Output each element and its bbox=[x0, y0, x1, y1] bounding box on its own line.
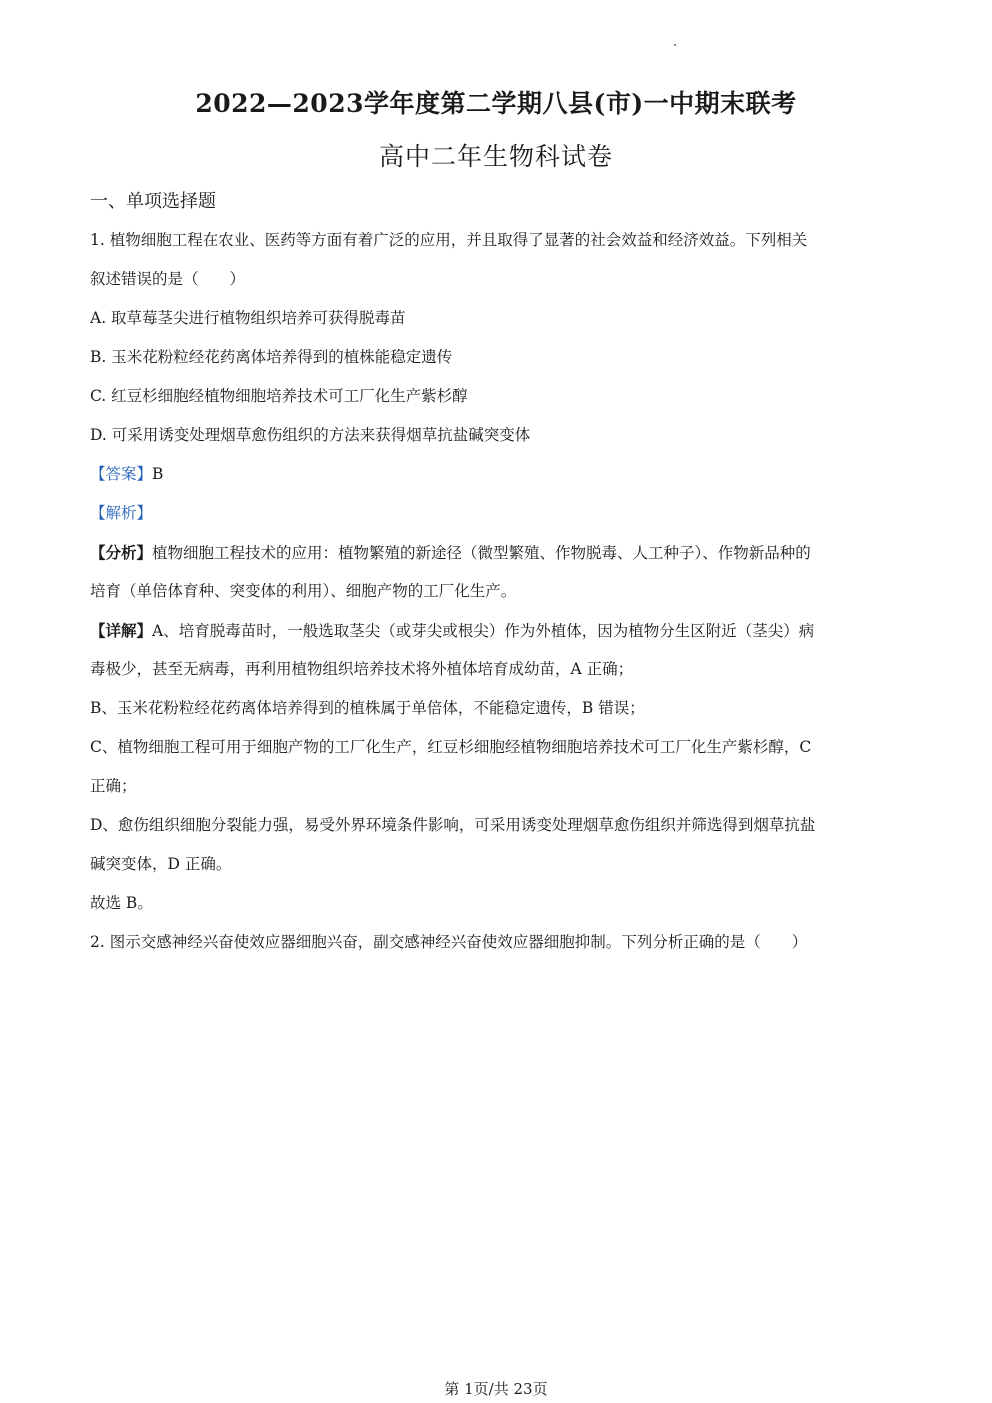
q1-option-d: D. 可采用诱变处理烟草愈伤组织的方法来获得烟草抗盐碱突变体 bbox=[90, 426, 531, 444]
exam-subtitle: 高中二年生物科试卷 bbox=[378, 142, 613, 171]
q1-stem-line2: 叙述错误的是（ ） bbox=[90, 270, 246, 288]
section-heading: 一、单项选择题 bbox=[90, 191, 216, 212]
q1-detail-c-line1: C、植物细胞工程可用于细胞产物的工厂化生产，红豆杉细胞经植物细胞培养技术可工厂化生产紫杉醇，C bbox=[90, 738, 812, 756]
answer-value: B bbox=[152, 465, 164, 483]
q1-stem-line1: 1. 植物细胞工程在农业、医药等方面有着广泛的应用，并且取得了显著的社会效益和经济效益。下列相关 bbox=[90, 231, 808, 249]
page-number: 第 1页/共 23页 bbox=[444, 1380, 548, 1398]
q1-detail-a-line1 bbox=[90, 611, 902, 650]
q1-option-a: A. 取草莓茎尖进行植物组织培养可获得脱毒苗 bbox=[90, 309, 406, 327]
q2-stem: 2. 图示交感神经兴奋使效应器细胞兴奋，副交感神经兴奋使效应器细胞抑制。下列分析正确的是（ ） bbox=[90, 933, 808, 951]
document-body bbox=[90, 182, 902, 962]
detail-a-text: A、培育脱毒苗时，一般选取茎尖（或芽尖或根尖）作为外植体，因为植物分生区附近（茎尖）病 bbox=[152, 622, 815, 640]
scan-dot bbox=[674, 44, 676, 46]
fenxi-text: 植物细胞工程技术的应用：植物繁殖的新途径（微型繁殖、作物脱毒、人工种子）、作物新品种的 bbox=[152, 544, 811, 562]
q1-option-b: B. 玉米花粉粒经花药离体培养得到的植株能稳定遗传 bbox=[90, 348, 453, 366]
q1-conclusion: 故选 B。 bbox=[90, 894, 153, 912]
q1-option-c: C. 红豆杉细胞经植物细胞培养技术可工厂化生产紫杉醇 bbox=[90, 387, 468, 405]
q1-fenxi-line1 bbox=[90, 533, 902, 572]
fenxi-tag: 【分析】 bbox=[90, 543, 153, 562]
q1-detail-b: B、玉米花粉粒经花药离体培养得到的植株属于单倍体，不能稳定遗传，B 错误； bbox=[90, 699, 645, 717]
q1-fenxi-line2: 培育（单倍体育种、突变体的利用）、细胞产物的工厂化生产。 bbox=[90, 582, 517, 600]
q1-detail-d-line1: D、愈伤组织细胞分裂能力强，易受外界环境条件影响，可采用诱变处理烟草愈伤组织并筛选得到烟草抗盐 bbox=[90, 816, 816, 834]
q1-detail-d-line2: 碱突变体，D 正确。 bbox=[90, 855, 232, 873]
answer-tag: 【答案】 bbox=[90, 465, 153, 483]
q1-detail-a-line2: 毒极少，甚至无病毒，再利用植物组织培养技术将外植体培育成幼苗，A 正确； bbox=[90, 660, 634, 678]
exam-title: 2022—2023学年度第二学期八县(市)一中期末联考 bbox=[195, 89, 797, 118]
detail-tag: 【详解】 bbox=[90, 621, 153, 640]
analysis-tag: 【解析】 bbox=[90, 504, 153, 522]
q1-answer bbox=[90, 455, 902, 494]
q1-detail-c-line2: 正确； bbox=[90, 777, 137, 795]
